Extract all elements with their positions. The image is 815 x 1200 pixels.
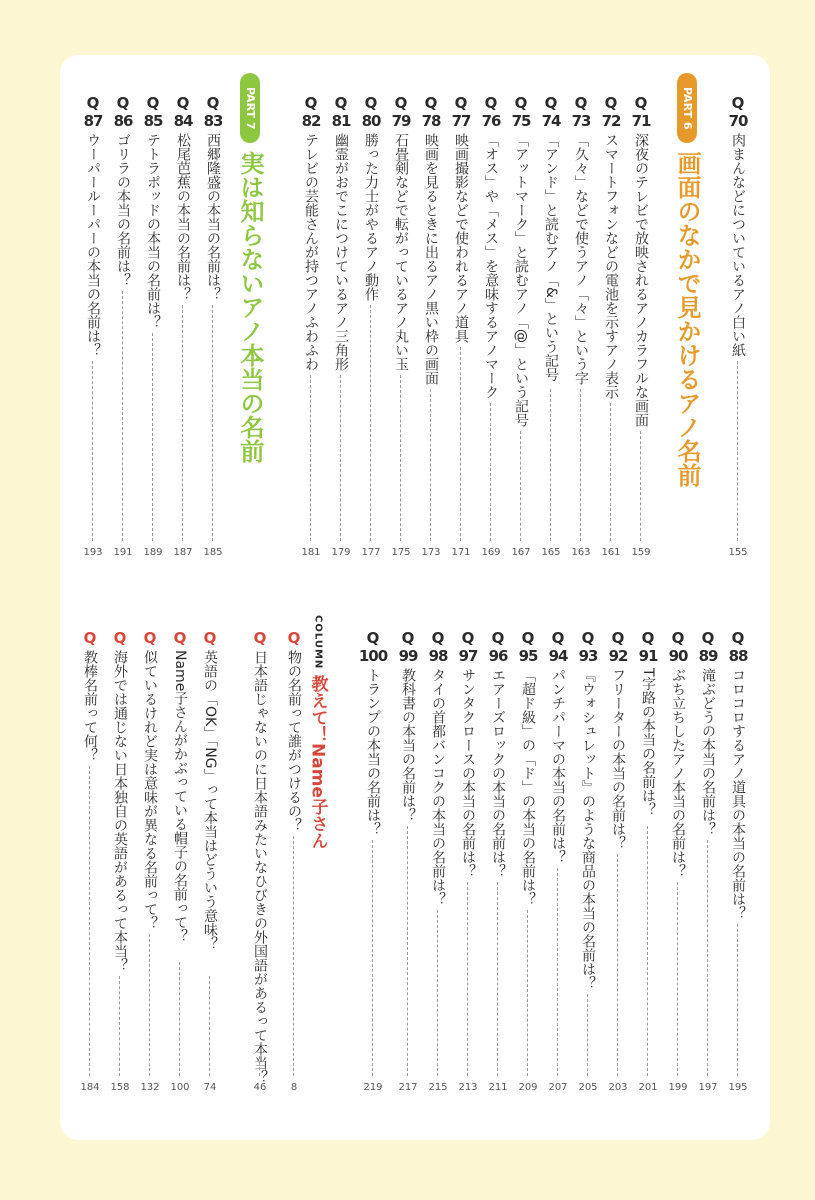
question-number: 71 <box>631 112 651 130</box>
question-number: 94 <box>548 647 568 665</box>
entry-title: 幽霊がおでこにつけているアノ三角形 <box>333 133 349 371</box>
question-number: 74 <box>541 112 561 130</box>
question-number: 86 <box>113 112 133 130</box>
entry-title: 深夜のテレビで放映されるアノカラフルな画面 <box>633 133 649 427</box>
entry-title: 「アンド」と読むアノ「&」という記号 <box>543 133 559 382</box>
page-number: 159 <box>631 547 651 558</box>
toc-entry[interactable] <box>392 630 424 1096</box>
question-marker: Q <box>173 629 187 647</box>
dotted-leader <box>677 882 678 1076</box>
question-marker: Q <box>143 629 157 647</box>
page-number: 205 <box>578 1082 598 1093</box>
question-marker: Q <box>206 94 220 112</box>
page-number: 179 <box>331 547 351 558</box>
toc-entry[interactable] <box>595 95 627 561</box>
entry-title: 英語の「OK」「NG」って本当はどういう意味？ <box>202 650 218 951</box>
entry-title: パンチパーマの本当の名前は？ <box>550 668 566 864</box>
entry-title: 「久々」などで使うアノ「々」という字 <box>573 133 589 385</box>
entry-title: T字路の本当の名前は？ <box>640 668 656 817</box>
question-number: 75 <box>511 112 531 130</box>
question-marker: Q <box>146 94 160 112</box>
toc-entry[interactable] <box>722 630 754 1096</box>
question-marker: Q <box>176 94 190 112</box>
page-number: 163 <box>571 547 591 558</box>
page-number: 184 <box>80 1082 100 1093</box>
question-marker: Q <box>334 94 348 112</box>
entry-title: タイの首都バンコクの本当の名前は？ <box>430 668 446 906</box>
question-marker: Q <box>514 94 528 112</box>
question-marker: Q <box>641 629 655 647</box>
question-number: 93 <box>578 647 598 665</box>
entry-title: 日本語じゃないのに日本語みたいなひびきの外国語があるって本当？ <box>252 650 268 1084</box>
question-number: 91 <box>638 647 658 665</box>
entry-title: コロコロするアノ道具の本当の名前は？ <box>730 668 746 920</box>
page-number: 217 <box>398 1082 418 1093</box>
entry-title: 肉まんなどについているアノ白い紙 <box>730 133 746 357</box>
dotted-leader <box>400 375 401 541</box>
question-number: 100 <box>358 647 388 665</box>
page-number: 132 <box>140 1082 160 1093</box>
page-number: 195 <box>728 1082 748 1093</box>
toc-entry[interactable] <box>197 95 229 561</box>
toc-entry[interactable] <box>542 630 574 1096</box>
column-title: 教えて！Name子さん <box>307 675 328 850</box>
toc-entry[interactable] <box>357 630 389 1096</box>
column-label: COLUMN <box>312 615 324 670</box>
dotted-leader <box>89 766 90 1076</box>
dotted-leader <box>610 403 611 541</box>
dotted-leader <box>520 431 521 541</box>
table-of-contents-page <box>60 55 770 1140</box>
toc-entry[interactable] <box>295 95 327 561</box>
dotted-leader <box>293 836 294 1076</box>
toc-entry[interactable] <box>445 95 477 561</box>
entry-title: 教棒名前って何？ <box>82 650 98 762</box>
page-number: 161 <box>601 547 621 558</box>
entry-title: 「オス」や「メス」を意味するアノマーク <box>483 133 499 399</box>
dotted-leader <box>580 389 581 541</box>
entry-title: 似ているけれど実は意味が異なる名前って？ <box>142 650 158 930</box>
question-marker: Q <box>581 629 595 647</box>
question-number: 83 <box>203 112 223 130</box>
question-number: 76 <box>481 112 501 130</box>
dotted-leader <box>370 305 371 541</box>
part-6-title: 画面のなかで見かけるアノ名前 <box>673 151 701 487</box>
toc-entry[interactable] <box>662 630 694 1096</box>
page-number: 181 <box>301 547 321 558</box>
entry-title: 松尾芭蕉の本当の名前は？ <box>175 133 191 301</box>
question-number: 92 <box>608 647 628 665</box>
page-number: 171 <box>451 547 471 558</box>
toc-entry[interactable] <box>244 630 276 1096</box>
entry-title: ぶち立ちしたアノ本当の名前は？ <box>670 668 686 878</box>
part-6-heading <box>665 73 709 487</box>
toc-entry[interactable] <box>512 630 544 1096</box>
toc-entry[interactable] <box>632 630 664 1096</box>
page-number: 201 <box>638 1082 658 1093</box>
dotted-leader <box>430 389 431 541</box>
dotted-leader <box>527 910 528 1076</box>
toc-entry[interactable] <box>505 95 537 561</box>
question-marker: Q <box>401 629 415 647</box>
toc-entry[interactable] <box>164 630 196 1096</box>
question-number: 70 <box>728 112 748 130</box>
question-number: 77 <box>451 112 471 130</box>
question-marker: Q <box>454 94 468 112</box>
question-number: 89 <box>698 647 718 665</box>
page-number: 158 <box>110 1082 130 1093</box>
question-marker: Q <box>731 94 745 112</box>
page-number: 185 <box>203 547 223 558</box>
dotted-leader <box>92 361 93 541</box>
entry-title: 「超ド級」の「ド」の本当の名前は？ <box>520 668 536 906</box>
dotted-leader <box>587 994 588 1076</box>
question-number: 79 <box>391 112 411 130</box>
dotted-leader <box>737 924 738 1076</box>
question-marker: Q <box>364 94 378 112</box>
dotted-leader <box>557 868 558 1076</box>
question-marker: Q <box>731 629 745 647</box>
page-number: 175 <box>391 547 411 558</box>
page-number: 219 <box>363 1082 383 1093</box>
page-number: 207 <box>548 1082 568 1093</box>
dotted-leader <box>149 934 150 1076</box>
question-number: 80 <box>361 112 381 130</box>
toc-entry[interactable] <box>625 95 657 561</box>
question-marker: Q <box>574 94 588 112</box>
entry-title: Name子さんがかぶっている帽子の名前って？ <box>172 650 188 944</box>
page-number: 197 <box>698 1082 718 1093</box>
question-number: 84 <box>173 112 193 130</box>
question-marker: Q <box>461 629 475 647</box>
page-number: 173 <box>421 547 441 558</box>
toc-entry[interactable] <box>475 95 507 561</box>
question-number: 82 <box>301 112 321 130</box>
part-7-title: 実は知らないアノ本当の名前 <box>236 151 264 463</box>
entry-title: サンタクロースの本当の名前は？ <box>460 668 476 878</box>
entry-title: 西郷隆盛の本当の名前は？ <box>205 133 221 301</box>
page-number: 165 <box>541 547 561 558</box>
dotted-leader <box>467 882 468 1076</box>
question-marker: Q <box>491 629 505 647</box>
page-number: 193 <box>83 547 103 558</box>
page-number: 74 <box>203 1082 217 1093</box>
page-number: 8 <box>290 1082 298 1093</box>
page-number: 203 <box>608 1082 628 1093</box>
question-marker: Q <box>116 94 130 112</box>
question-number: 99 <box>398 647 418 665</box>
toc-entry[interactable] <box>107 95 139 561</box>
question-marker: Q <box>86 94 100 112</box>
dotted-leader <box>647 826 648 1076</box>
question-marker: Q <box>521 629 535 647</box>
page-number: 167 <box>511 547 531 558</box>
toc-entry[interactable] <box>482 630 514 1096</box>
page-number: 189 <box>143 547 163 558</box>
dotted-leader <box>737 361 738 541</box>
question-number: 97 <box>458 647 478 665</box>
question-marker: Q <box>253 629 267 647</box>
question-marker: Q <box>366 629 380 647</box>
entry-title: 勝った力士がやるアノ動作 <box>363 133 379 301</box>
dotted-leader <box>640 431 641 541</box>
toc-entry[interactable] <box>104 630 136 1096</box>
page-number: 177 <box>361 547 381 558</box>
entry-title: ウーパールーパーの本当の名前は？ <box>85 133 101 357</box>
dotted-leader <box>460 347 461 541</box>
toc-entry[interactable] <box>535 95 567 561</box>
question-marker: Q <box>287 629 301 647</box>
question-number: 72 <box>601 112 621 130</box>
toc-entry[interactable] <box>325 95 357 561</box>
page-number: 169 <box>481 547 501 558</box>
dotted-leader <box>152 333 153 541</box>
dotted-leader <box>182 305 183 541</box>
page-number: 199 <box>668 1082 688 1093</box>
entry-title: 教科書の本当の名前は？ <box>400 668 416 822</box>
toc-entry[interactable] <box>722 95 754 561</box>
question-marker: Q <box>551 629 565 647</box>
toc-entry[interactable] <box>278 630 310 1096</box>
entry-title: 物の名前って誰がつけるの？ <box>286 650 302 832</box>
entry-title: 滝ぶどうの本当の名前は？ <box>700 668 716 836</box>
page-number: 211 <box>488 1082 508 1093</box>
question-number: 73 <box>571 112 591 130</box>
entry-title: スマートフォンなどの電池を示すアノ表示 <box>603 133 619 399</box>
entry-title: 映画撮影などで使われるアノ道具 <box>453 133 469 343</box>
toc-entry[interactable] <box>602 630 634 1096</box>
toc-entry[interactable] <box>452 630 484 1096</box>
question-number: 96 <box>488 647 508 665</box>
entry-title: ゴリラの本当の名前は？ <box>115 133 131 287</box>
dotted-leader <box>119 976 120 1076</box>
toc-entry[interactable] <box>355 95 387 561</box>
question-marker: Q <box>113 629 127 647</box>
toc-entry[interactable] <box>194 630 226 1096</box>
toc-entry[interactable] <box>422 630 454 1096</box>
toc-entry[interactable] <box>77 95 109 561</box>
question-marker: Q <box>304 94 318 112</box>
dotted-leader <box>407 826 408 1076</box>
entry-title: 石畳剣などで転がっているアノ丸い玉 <box>393 133 409 371</box>
question-number: 87 <box>83 112 103 130</box>
question-marker: Q <box>424 94 438 112</box>
question-marker: Q <box>544 94 558 112</box>
dotted-leader <box>259 1056 260 1076</box>
question-marker: Q <box>203 629 217 647</box>
part-7-badge: PART 7 <box>240 73 260 143</box>
dotted-leader <box>497 882 498 1076</box>
toc-entry[interactable] <box>572 630 604 1096</box>
page-number: 209 <box>518 1082 538 1093</box>
dotted-leader <box>179 962 180 1076</box>
question-number: 98 <box>428 647 448 665</box>
question-marker: Q <box>431 629 445 647</box>
toc-entry[interactable] <box>167 95 199 561</box>
page-number: 213 <box>458 1082 478 1093</box>
question-number: 78 <box>421 112 441 130</box>
page-number: 215 <box>428 1082 448 1093</box>
dotted-leader <box>550 389 551 541</box>
dotted-leader <box>490 403 491 541</box>
dotted-leader <box>617 854 618 1076</box>
question-number: 85 <box>143 112 163 130</box>
toc-entry[interactable] <box>137 95 169 561</box>
entry-title: トランプの本当の名前は？ <box>365 668 381 836</box>
part-7-heading <box>228 73 272 463</box>
question-marker: Q <box>611 629 625 647</box>
entry-title: 映画を見るときに出るアノ黒い枠の画面 <box>423 133 439 385</box>
toc-entry[interactable] <box>415 95 447 561</box>
toc-entry[interactable] <box>74 630 106 1096</box>
dotted-leader <box>310 375 311 541</box>
dotted-leader <box>372 840 373 1076</box>
entry-title: 海外では通じない日本独自の英語があるって本当？ <box>112 650 128 972</box>
page-number: 155 <box>728 547 748 558</box>
part-6-badge: PART 6 <box>677 73 697 143</box>
entry-title: テトラポッドの本当の名前は？ <box>145 133 161 329</box>
page-number: 46 <box>253 1082 267 1093</box>
dotted-leader <box>707 840 708 1076</box>
toc-entry[interactable] <box>134 630 166 1096</box>
question-marker: Q <box>604 94 618 112</box>
question-marker: Q <box>83 629 97 647</box>
question-number: 88 <box>728 647 748 665</box>
entry-title: テレビの芸能さんが持つアノふわふわ <box>303 133 319 371</box>
dotted-leader <box>212 305 213 541</box>
question-number: 90 <box>668 647 688 665</box>
question-marker: Q <box>634 94 648 112</box>
toc-entry[interactable] <box>692 630 724 1096</box>
dotted-leader <box>437 910 438 1076</box>
page-number: 100 <box>170 1082 190 1093</box>
question-marker: Q <box>671 629 685 647</box>
page-number: 187 <box>173 547 193 558</box>
entry-title: フリーターの本当の名前は？ <box>610 668 626 850</box>
toc-entry[interactable] <box>565 95 597 561</box>
entry-title: 『ウォシュレット』のような商品の本当の名前は？ <box>580 668 596 990</box>
dotted-leader <box>340 375 341 541</box>
question-number: 95 <box>518 647 538 665</box>
question-number: 81 <box>331 112 351 130</box>
dotted-leader <box>209 976 210 1076</box>
question-marker: Q <box>484 94 498 112</box>
dotted-leader <box>122 291 123 541</box>
entry-title: 「アットマーク」と読むアノ「@」という記号 <box>513 133 529 427</box>
question-marker: Q <box>394 94 408 112</box>
entry-title: エアーズロックの本当の名前は？ <box>490 668 506 878</box>
page-number: 191 <box>113 547 133 558</box>
question-marker: Q <box>701 629 715 647</box>
toc-entry[interactable] <box>385 95 417 561</box>
